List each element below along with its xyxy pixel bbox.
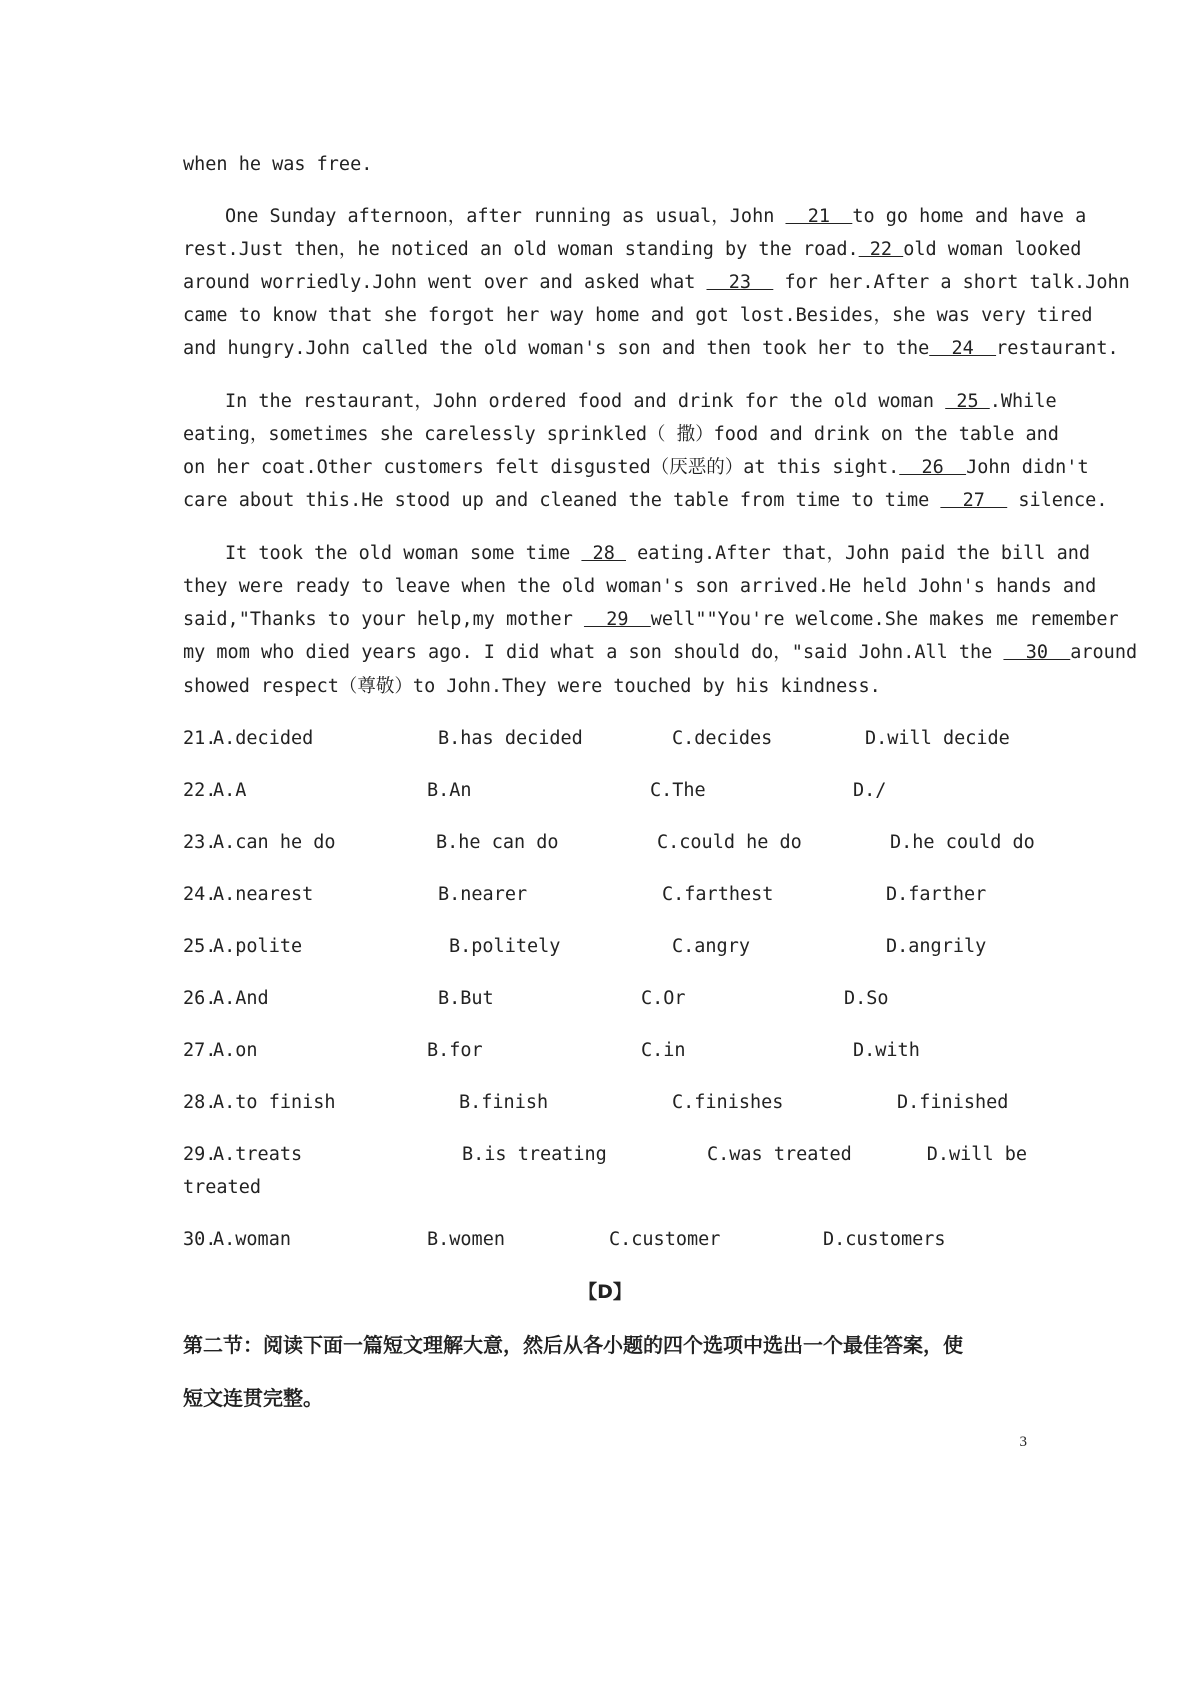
answer-blank: 27 [940,490,1008,511]
question-number: 24. [183,884,217,905]
option-b: B.politely [449,936,561,957]
option-a: A.A [213,780,247,801]
passage-text: rest.Just then，he noticed an old woman standing by the road. [183,239,859,260]
passage-text: around worriedly.John went over and asked what [183,272,707,293]
question-number: 28. [183,1092,217,1113]
instruction-line-2: 短文连贯完整。 [183,1386,323,1410]
passage-line [183,640,1138,666]
answer-blank: 28 [581,543,626,564]
answer-blank: 21 [785,206,853,227]
option-c: C.in [641,1040,686,1061]
passage-text: well""You're welcome.She makes me remember [650,609,1119,630]
option-b: B.finish [459,1092,549,1113]
answer-blank: 23 [706,272,774,293]
option-a: A.decided [213,728,314,749]
passage-text: my mom who died years ago. I did what a son should do，"said John.All the [183,642,1004,663]
option-a: A.on [213,1040,258,1061]
passage-line [183,204,1087,230]
passage-line [183,237,1082,263]
question-number: 29. [183,1144,217,1165]
option-c: C.could he do [657,832,802,853]
question-number: 23. [183,832,217,853]
passage-text: came to know that she forgot her way home and got lost.Besides，she was very tired [183,305,1093,326]
page-number: 3 [1019,1434,1027,1450]
passage-line [183,607,1119,633]
answer-blank: 26 [899,457,967,478]
passage-text: around [1070,642,1138,663]
instruction-line-1: 第二节：阅读下面一篇短文理解大意，然后从各小题的四个选项中选出一个最佳答案，使 [183,1333,963,1357]
option-b: B.he can do [436,832,559,853]
option-d-continued: treated [183,1177,261,1198]
question-number: 25. [183,936,217,957]
question-number: 27. [183,1040,217,1061]
option-c: C.angry [672,936,750,957]
passage-text: care about this.He stood up and cleaned the table from time to time [183,490,941,511]
option-a: A.nearest [213,884,314,905]
passage-line [183,152,1027,178]
question-number: 26. [183,988,217,1009]
passage-line [183,574,1097,600]
question-number: 21. [183,728,217,749]
passage-text: .While [989,391,1057,412]
option-d: D.finished [897,1092,1009,1113]
passage-text: showed respect（尊敬）to John.They were touched by his kindness. [183,676,881,697]
option-b: B.women [427,1229,505,1250]
passage-text: when he was free. [183,154,373,175]
option-b: B.is treating [462,1144,607,1165]
option-c: C.customer [609,1229,721,1250]
passage-text: One Sunday afternoon，after running as usual，John [225,206,786,227]
option-a: A.woman [213,1229,291,1250]
passage-line [183,336,1119,362]
option-d: D./ [853,780,887,801]
answer-blank: 22 [858,239,904,260]
question-number: 22. [183,780,217,801]
option-b: B.But [438,988,494,1009]
passage-text: they were ready to leave when the old woman's son arrived.He held John's hands and [183,576,1097,597]
option-b: B.for [427,1040,483,1061]
passage-line [183,541,1091,567]
option-d: D.will be [926,1144,1027,1165]
passage-text: restaurant. [996,338,1119,359]
option-a: A.polite [213,936,303,957]
passage-text: It took the old woman some time [225,543,582,564]
option-c: C.finishes [672,1092,784,1113]
option-c: C.Or [641,988,686,1009]
option-a: A.can he do [213,832,336,853]
option-c: C.was treated [707,1144,852,1165]
option-c: C.The [650,780,706,801]
question-number: 30. [183,1229,217,1250]
passage-text: old woman looked [903,239,1082,260]
passage-line [183,303,1093,329]
option-a: A.treats [213,1144,303,1165]
option-c: C.farthest [662,884,774,905]
passage-text: John didn't [966,457,1089,478]
option-a: A.to finish [213,1092,336,1113]
passage-text: and hungry.John called the old woman's son and then took her to the [183,338,930,359]
option-c: C.decides [672,728,773,749]
answer-blank: 24 [929,338,997,359]
option-b: B.nearer [438,884,528,905]
answer-blank: 25 [945,391,990,412]
option-d: D.So [844,988,889,1009]
passage-line [183,422,1059,448]
option-d: D.will decide [865,728,1010,749]
passage-line [183,270,1130,296]
passage-text: In the restaurant，John ordered food and drink for the old woman [225,391,946,412]
passage-line [183,455,1089,481]
passage-text: silence. [1007,490,1108,511]
passage-text: eating，sometimes she carelessly sprinkled（ 撒）food and drink on the table and [183,424,1059,445]
option-b: B.has decided [438,728,583,749]
option-d: D.angrily [886,936,987,957]
answer-blank: 30 [1003,642,1071,663]
passage-text: eating.After that，John paid the bill and [625,543,1091,564]
option-a: A.And [213,988,269,1009]
passage-text: for her.After a short talk.John [773,272,1130,293]
passage-line [183,674,1027,700]
passage-line [183,488,1108,514]
option-d: D.he could do [890,832,1035,853]
option-d: D.farther [886,884,987,905]
answer-blank: 29 [583,609,651,630]
passage-text: on her coat.Other customers felt disgusted（厌恶的）at this sight. [183,457,900,478]
option-b: B.An [427,780,472,801]
option-d: D.with [853,1040,920,1061]
passage-text: to go home and have a [852,206,1087,227]
section-heading-d: 【D】 [578,1281,632,1303]
passage-line [183,389,1057,415]
passage-text: said,"Thanks to your help,my mother [183,609,584,630]
option-d: D.customers [823,1229,946,1250]
